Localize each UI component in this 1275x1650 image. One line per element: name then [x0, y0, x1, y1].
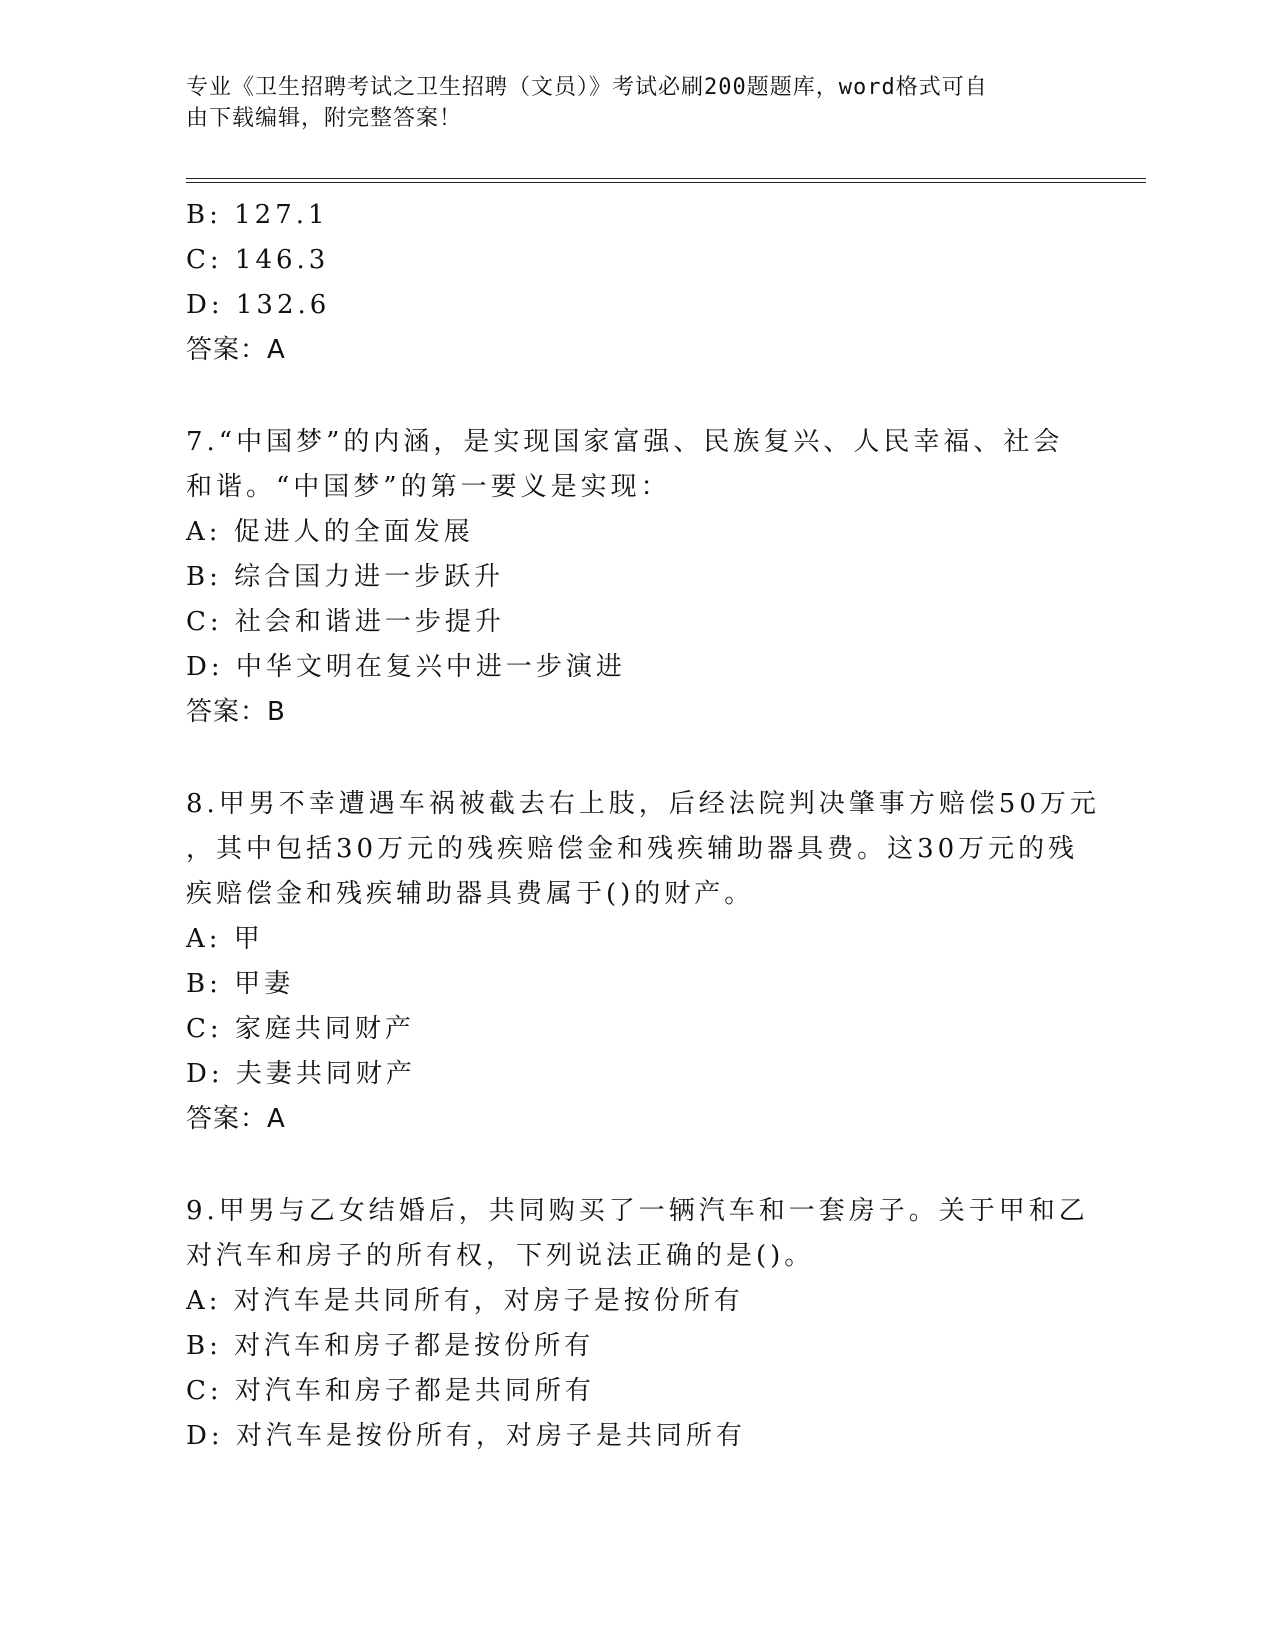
header-line-2: 由下载编辑，附完整答案！ [186, 106, 463, 131]
answer-line: 答案：B [186, 697, 286, 727]
option-a: A: 促进人的全面发展 [186, 517, 474, 547]
question-stem-line: ，其中包括30万元的残疾赔偿金和残疾辅助器具费。这30万元的残 [186, 834, 1079, 864]
question-stem-line: 7.“中国梦”的内涵，是实现国家富强、民族复兴、人民幸福、社会 [186, 427, 1064, 457]
header-divider [186, 178, 1146, 183]
option-d: D: 对汽车是按份所有，对房子是共同所有 [186, 1421, 746, 1451]
option-b: B: 甲妻 [186, 969, 295, 999]
option-a: A: 对汽车是共同所有，对房子是按份所有 [186, 1286, 744, 1316]
option-b: B: 对汽车和房子都是按份所有 [186, 1331, 595, 1361]
question-stem-line: 对汽车和房子的所有权，下列说法正确的是()。 [186, 1241, 815, 1271]
answer-line: 答案：A [186, 1104, 286, 1134]
option-b: B: 127.1 [186, 200, 329, 230]
question-stem-line: 疾赔偿金和残疾辅助器具费属于()的财产。 [186, 879, 755, 909]
question-gap [186, 373, 1086, 420]
option-c: C: 社会和谐进一步提升 [186, 607, 505, 637]
option-c: C: 146.3 [186, 245, 330, 275]
question-8 [186, 782, 1100, 1142]
question-gap [186, 1142, 1086, 1189]
question-9 [186, 1189, 1089, 1459]
question-stem-line: 9.甲男与乙女结婚后，共同购买了一辆汽车和一套房子。关于甲和乙 [186, 1196, 1089, 1226]
option-a: A: 甲 [186, 924, 264, 954]
option-d: D: 中华文明在复兴中进一步演进 [186, 652, 626, 682]
option-d: D: 夫妻共同财产 [186, 1059, 416, 1089]
option-d: D: 132.6 [186, 290, 331, 320]
option-c: C: 家庭共同财产 [186, 1014, 415, 1044]
header-line-1: 专业《卫生招聘考试之卫生招聘（文员）》考试必刷200题题库，word格式可自 [186, 75, 988, 100]
question-list [186, 193, 1100, 1459]
question-6-tail [186, 193, 1086, 373]
option-b: B: 综合国力进一步跃升 [186, 562, 505, 592]
question-stem-line: 和谐。“中国梦”的第一要义是实现： [186, 472, 671, 502]
question-7 [186, 420, 1086, 735]
document-header [186, 72, 1086, 134]
answer-line: 答案：A [186, 335, 286, 365]
option-c: C: 对汽车和房子都是共同所有 [186, 1376, 595, 1406]
question-stem-line: 8.甲男不幸遭遇车祸被截去右上肢，后经法院判决肇事方赔偿50万元 [186, 789, 1100, 819]
question-gap [186, 735, 1086, 782]
